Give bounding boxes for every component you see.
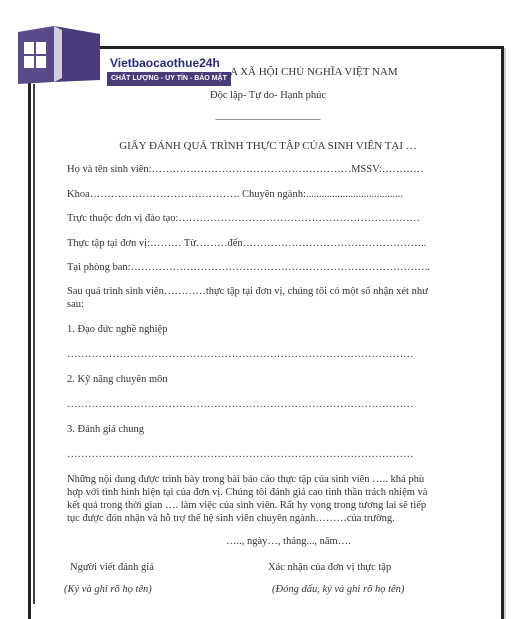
intro-line-2: sau: [67, 299, 84, 310]
motto: Độc lập- Tự do- Hạnh phúc [209, 90, 326, 101]
conclusion-line: tục được đón nhận và hỗ trợ thế hệ sinh viên chuyên ngành………của trường. [67, 513, 395, 524]
training-unit-field: Trực thuộc đơn vị đào tạo:…………………………………………………………… [67, 213, 420, 224]
brand-logo[interactable] [14, 14, 227, 84]
student-field: Họ và tên sinh viên:…………………………………………………MSSV:………… [67, 164, 424, 175]
date-line: ….., ngày…, tháng..., năm…. [226, 536, 351, 547]
conclusion-line: hợp với tình hình hiện tại của đơn vị. Chúng tôi đánh giá cao tinh thần trách nhiệm và [67, 487, 428, 498]
conclusion-line: kết quả trong thời gian …. làm việc của sinh viên. Rất hy vọng trong tương lai sẽ tiếp [67, 500, 427, 511]
brand-tagline: CHẤT LƯỢNG - UY TÍN - BẢO MẬT [107, 72, 231, 86]
faculty-field: Khoa……………………………………. Chuyên ngành:..................................... [67, 189, 403, 200]
nation-heading: A XÃ HỘI CHỦ NGHĨA VIỆT NAM [230, 66, 398, 78]
department-field: Tại phòng ban:………………………………………………………………………….. [67, 262, 430, 273]
conclusion-line: Những nội dung được trình bày trong bài báo cáo thực tập của sinh viên ….. khá phù [67, 474, 425, 485]
header-divider: ____________________ [215, 110, 321, 121]
section-heading: 2. Kỹ năng chuyên môn [67, 374, 168, 385]
section-heading: 1. Đạo đức nghề nghiệp [67, 324, 168, 335]
intro-line-1: Sau quá trình sinh viên…………thực tập tại đơn vị, chúng tôi có một số nhận xét như [67, 286, 428, 297]
section-fill-line: ……………………………………………………………………………………… [67, 399, 414, 410]
brand-name: Vietbaocaothue24h [110, 56, 220, 70]
right-signature-note: (Đóng dấu, ký và ghi rõ họ tên) [272, 584, 405, 595]
margin-line [33, 84, 35, 604]
section-heading: 3. Đánh giá chung [67, 424, 144, 435]
right-signature-title: Xác nhận của đơn vị thực tập [268, 562, 392, 573]
left-signature-title: Người viết đánh giá [70, 562, 154, 573]
document-title: GIẤY ĐÁNH QUÁ TRÌNH THỰC TẬP CỦA SINH VIÊN TẠI … [119, 140, 417, 152]
section-fill-line: ……………………………………………………………………………………… [67, 349, 414, 360]
left-signature-note: (Ký và ghi rõ họ tên) [64, 584, 152, 595]
book-logo-icon [14, 26, 104, 84]
internship-period-field: Thực tập tại đơn vị:……… Từ………đến…………………………………………….. [67, 238, 427, 249]
section-fill-line: ……………………………………………………………………………………… [67, 449, 414, 460]
